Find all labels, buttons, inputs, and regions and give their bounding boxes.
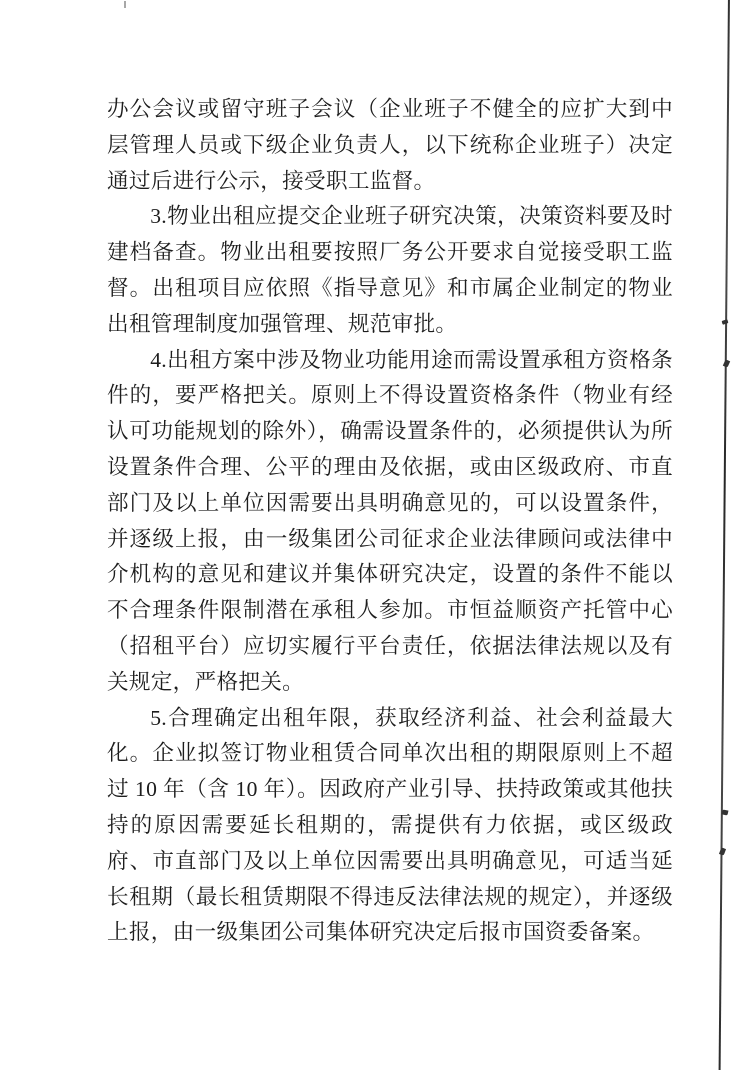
scan-artifact-speck <box>722 809 729 815</box>
scan-artifact-top-tick <box>124 1 126 8</box>
document-body-text <box>107 92 673 951</box>
paragraph-item-5: 5.合理确定出租年限，获取经济利益、社会利益最大化。企业拟签订物业租赁合同单次出租的期限原则上不超过 10 年（含 10 年）。因政府产业引导、扶持政策或其他扶持的原因需要延长租期的，需提供有力依据，或区级政府、市直部门及以上单位因需要出具明确意见，可适当延长租期（最长租赁期限不得违反法律法规的规定），并逐级上报，由一级集团公司集体研究决定后报市国资委备案。 <box>107 705 673 945</box>
scan-artifact-right-edge-line <box>718 0 730 1070</box>
paragraph-item-3: 3.物业出租应提交企业班子研究决策，决策资料要及时建档备查。物业出租要按照厂务公开要求自觉接受职工监督。出租项目应依照《指导意见》和市属企业制定的物业出租管理制度加强管理、规范审批。 <box>107 204 673 336</box>
scan-artifact-speck <box>723 359 730 367</box>
scan-artifact-speck <box>719 847 726 855</box>
scan-artifact-speck <box>722 319 729 325</box>
paragraph-item-4: 4.出租方案中涉及物业功能用途而需设置承租方资格条件的，要严格把关。原则上不得设置资格条件（物业有经认可功能规划的除外），确需设置条件的，必须提供认为所设置条件合理、公平的理由及依据，或由区级政府、市直部门及以上单位因需要出具明确意见的，可以设置条件，并逐级上报，由一级集团公司征求企业法律顾问或法律中介机构的意见和建议并集体研究决定，设置的条件不能以不合理条件限制潜在承租人参加。市恒益顺资产托管中心（招租平台）应切实履行平台责任，依据法律法规以及有关规定，严格把关。 <box>107 347 673 694</box>
paragraph-continuation: 办公会议或留守班子会议（企业班子不健全的应扩大到中层管理人员或下级企业负责人，以下统称企业班子）决定通过后进行公示，接受职工监督。 <box>107 97 673 193</box>
